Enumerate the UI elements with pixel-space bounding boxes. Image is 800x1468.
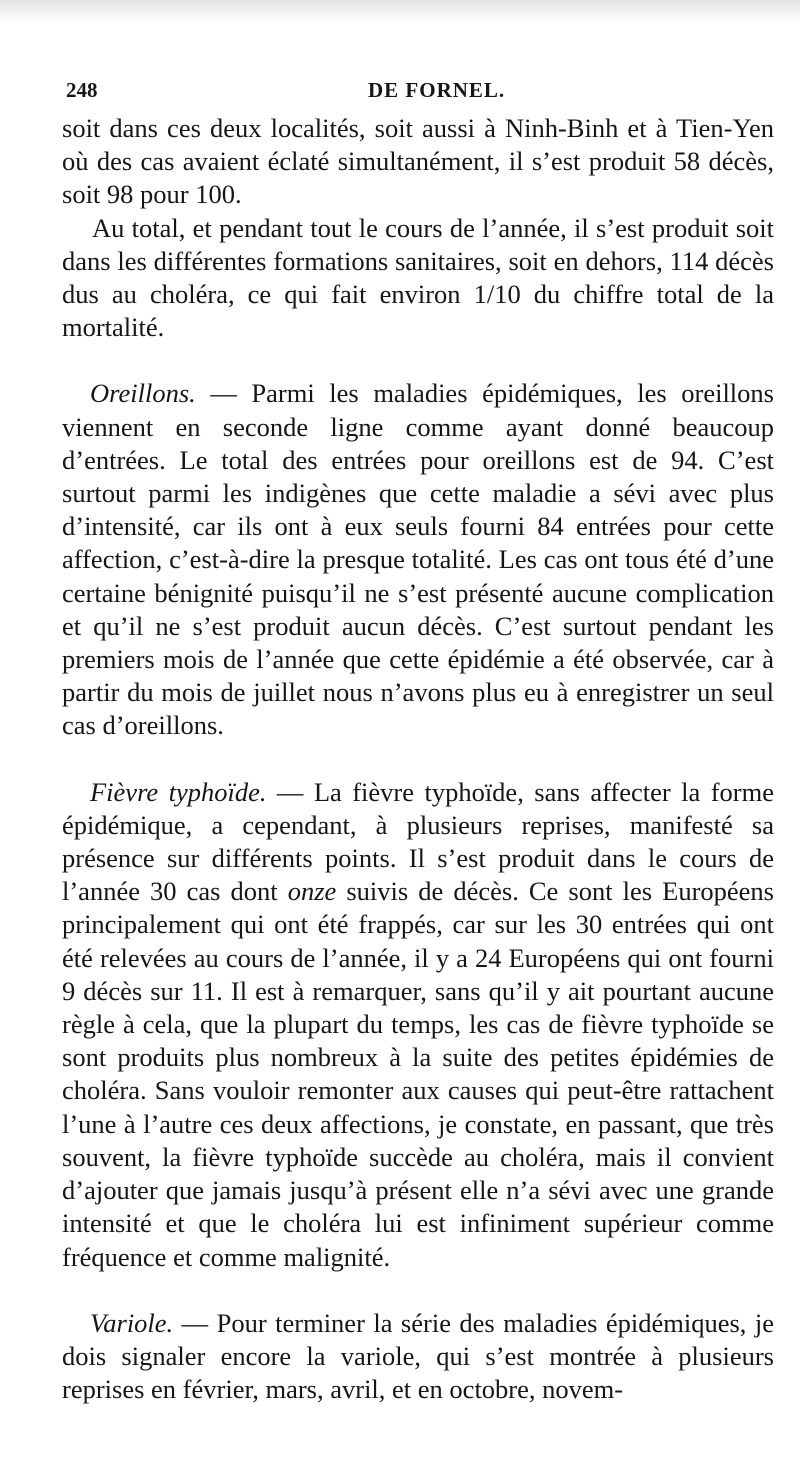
paragraph-text: Au total, et pendant tout le cours de l’année, il s’est produit soit dans les différentes formations sanitaires, soit en dehors, 114 décès dus au choléra, ce qui fait environ 1/10 du chiffre total de la mortalité.	[62, 212, 774, 343]
body-text	[62, 112, 774, 1406]
paragraph-text: — Pour terminer la série des maladies épidémiques, je dois signaler encore la variole, qui s’est montrée à plusieurs reprises en février, mars, avril, et en octobre, novem-	[62, 1307, 774, 1405]
paragraph-text: suivis de décès. Ce sont les Européens principalement qui ont été frappés, car sur les 30 entrées qui ont été relevées au cours de l’année, il y a 24 Européens qui ont fourni 9 décès sur 11. Il est à remarquer, sans qu’il y ait pourtant aucune règle à cela, que la plupart du temps, les cas de fièvre typhoïde se sont produits plus nombreux à la suite des petites épidémies de choléra. Sans vouloir remonter aux causes qui peut-être rattachent l’une à l’autre ces deux affections, je constate, en passant, que très souvent, la fièvre typhoïde succède au choléra, mais il convient d’ajouter que jamais jusqu’à présent elle n’a sévi avec une grande intensité et que le choléra lui est infiniment supérieur comme fréquence et comme malignité.	[62, 876, 774, 1272]
paragraph-variole	[62, 1307, 774, 1407]
page-number: 248	[66, 78, 98, 102]
paragraph-text: soit dans ces deux localités, soit aussi à Ninh-Binh et à Tien-Yen où des cas avaient éclaté simultanément, il s’est produit 58 décès, soit 98 pour 100.	[62, 113, 774, 210]
paragraph-fievre-typhoide	[62, 776, 774, 1274]
paragraph-oreillons	[62, 377, 774, 742]
paragraph-text: — Parmi les maladies épidémiques, les oreillons viennent en seconde ligne comme ayant donné beaucoup d’entrées. Le total des entrées pour oreillons est de 94. C’est surtout parmi les indigènes que cette maladie a sévi avec plus d’intensité, car ils ont à eux seuls fourni 84 entrées pour cette affection, c’est-à-dire la presque totalité. Les cas ont tous été d’une certaine bénignité puisqu’il ne s’est présenté aucune complication et qu’il ne s’est produit aucun décès. C’est surtout pendant les premiers mois de l’année que cette épidémie a été observée, car à partir du mois de juillet nous n’avons plus eu à enregistrer un seul cas d’oreillons.	[62, 378, 774, 741]
paragraph-total-deaths	[62, 212, 774, 345]
scan-edge-shadow	[0, 0, 800, 22]
section-heading-oreillons: Oreillons.	[90, 378, 196, 409]
section-heading-fievre-typhoide: Fièvre typhoïde.	[90, 776, 267, 807]
running-head	[66, 78, 782, 108]
italic-emphasis: onze	[287, 876, 337, 907]
section-heading-variole: Variole.	[90, 1307, 174, 1338]
paragraph-text: — La fièvre typhoïde, sans affecter la forme épidémique, a cependant, à plusieurs reprises, manifesté sa présence sur différents points. Il s’est produit dans le cours de l’année 30 cas dont	[62, 776, 774, 907]
running-title: DE FORNEL.	[368, 78, 506, 102]
paragraph-continuation	[62, 112, 774, 212]
